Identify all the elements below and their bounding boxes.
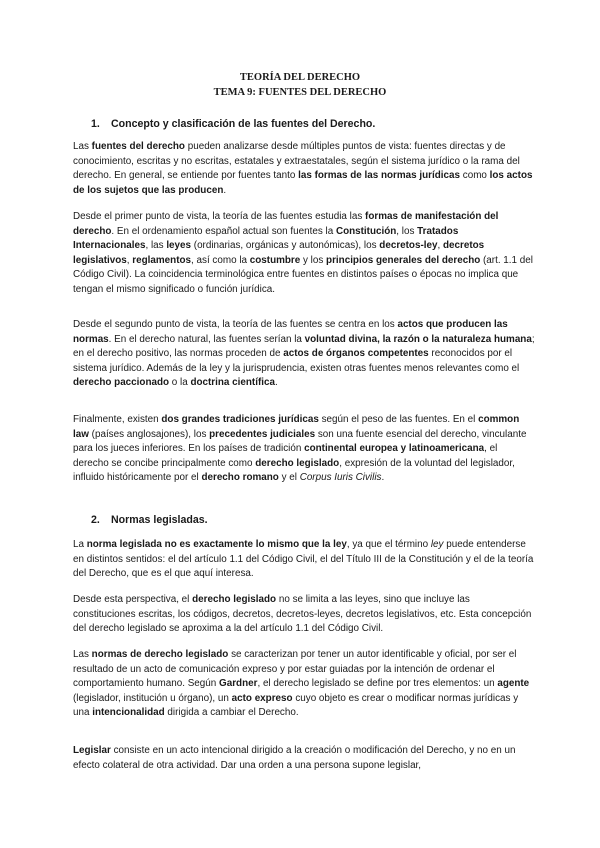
section-title: Concepto y clasificación de las fuentes del Derecho. bbox=[111, 118, 376, 130]
section-number: 2. bbox=[91, 514, 100, 526]
document-title bbox=[0, 70, 600, 100]
section-title: Normas legisladas. bbox=[111, 514, 208, 526]
paragraph-7: Las normas de derecho legislado se caracterizan por tener un autor identificable y oficial, por ser el resultado de un acto de comunicación expreso y por estar guiadas por la intención de ordenar el comportamiento humano. Según Gardner, el derecho legislado se define por tres elementos: un agente (legislador, institución u órgano), un acto expreso cuyo objeto es crear o modificar normas jurídicas y una intencionalidad dirigida a cambiar el Derecho. bbox=[73, 649, 530, 719]
section-heading-1 bbox=[91, 118, 375, 130]
topic-title: TEMA 9: FUENTES DEL DERECHO bbox=[213, 87, 387, 98]
paragraph-4: Finalmente, existen dos grandes tradiciones jurídicas según el peso de las fuentes. En el common law (países anglosajones), los precedentes judiciales son una fuente esencial del derecho, vinculante para los jueces inferiores. En los países de tradición continental europea y latinoamericana, el derecho se concibe principalmente como derecho legislado, expresión de la voluntad del legislador, influido históricamente por el derecho romano y el Corpus Iuris Civilis. bbox=[73, 414, 527, 484]
section-number: 1. bbox=[91, 118, 100, 130]
paragraph-5: La norma legislada no es exactamente lo mismo que la ley, ya que el término ley puede entenderse en distintos sentidos: el del artículo 1.1 del Código Civil, el del Título III de la Constitución y el de la teoría del Derecho, que es el que aquí interesa. bbox=[73, 539, 534, 580]
paragraph-2: Desde el primer punto de vista, la teoría de las fuentes estudia las formas de manifestación del derecho. En el ordenamiento español actual son fuentes la Constitución, los Tratados Internacionales, las leyes (ordinarias, orgánicas y autonómicas), los decretos-ley, decretos legislativos, reglamentos, así como la costumbre y los principios generales del derecho (art. 1.1 del Código Civil). La coincidencia terminológica entre fuentes en distintos países o épocas no implica que tengan el mismo significado o función jurídica. bbox=[73, 211, 533, 295]
paragraph-8: Legislar consiste en un acto intencional dirigido a la creación o modificación del Derecho, y no en un efecto colateral de otra actividad. Dar una orden a una persona supone legislar, bbox=[73, 745, 516, 771]
course-title: TEORÍA DEL DERECHO bbox=[239, 72, 361, 83]
section-heading-2 bbox=[91, 514, 208, 526]
paragraph-1: Las fuentes del derecho pueden analizarse desde múltiples puntos de vista: fuentes directas y de conocimiento, escritas y no escritas, estatales y extraestatales, según el sistema jurídico o la rama del derecho. En general, se entiende por fuentes tanto las formas de las normas jurídicas como los actos de los sujetos que las producen. bbox=[73, 141, 533, 196]
paragraph-6: Desde esta perspectiva, el derecho legislado no se limita a las leyes, sino que incluye las constituciones escritas, los códigos, decretos, decretos-leyes, decretos legislativos, etc. Esta concepción del derecho legislado se aproxima a la del artículo 1.1 del Código Civil. bbox=[73, 594, 532, 635]
paragraph-3: Desde el segundo punto de vista, la teoría de las fuentes se centra en los actos que producen las normas. En el derecho natural, las fuentes serían la voluntad divina, la razón o la naturaleza humana; en el derecho positivo, las normas proceden de actos de órganos competentes reconocidos por el sistema jurídico. Además de la ley y la jurisprudencia, existen otras fuentes menos relevantes como el derecho paccionado o la doctrina científica. bbox=[73, 319, 535, 389]
